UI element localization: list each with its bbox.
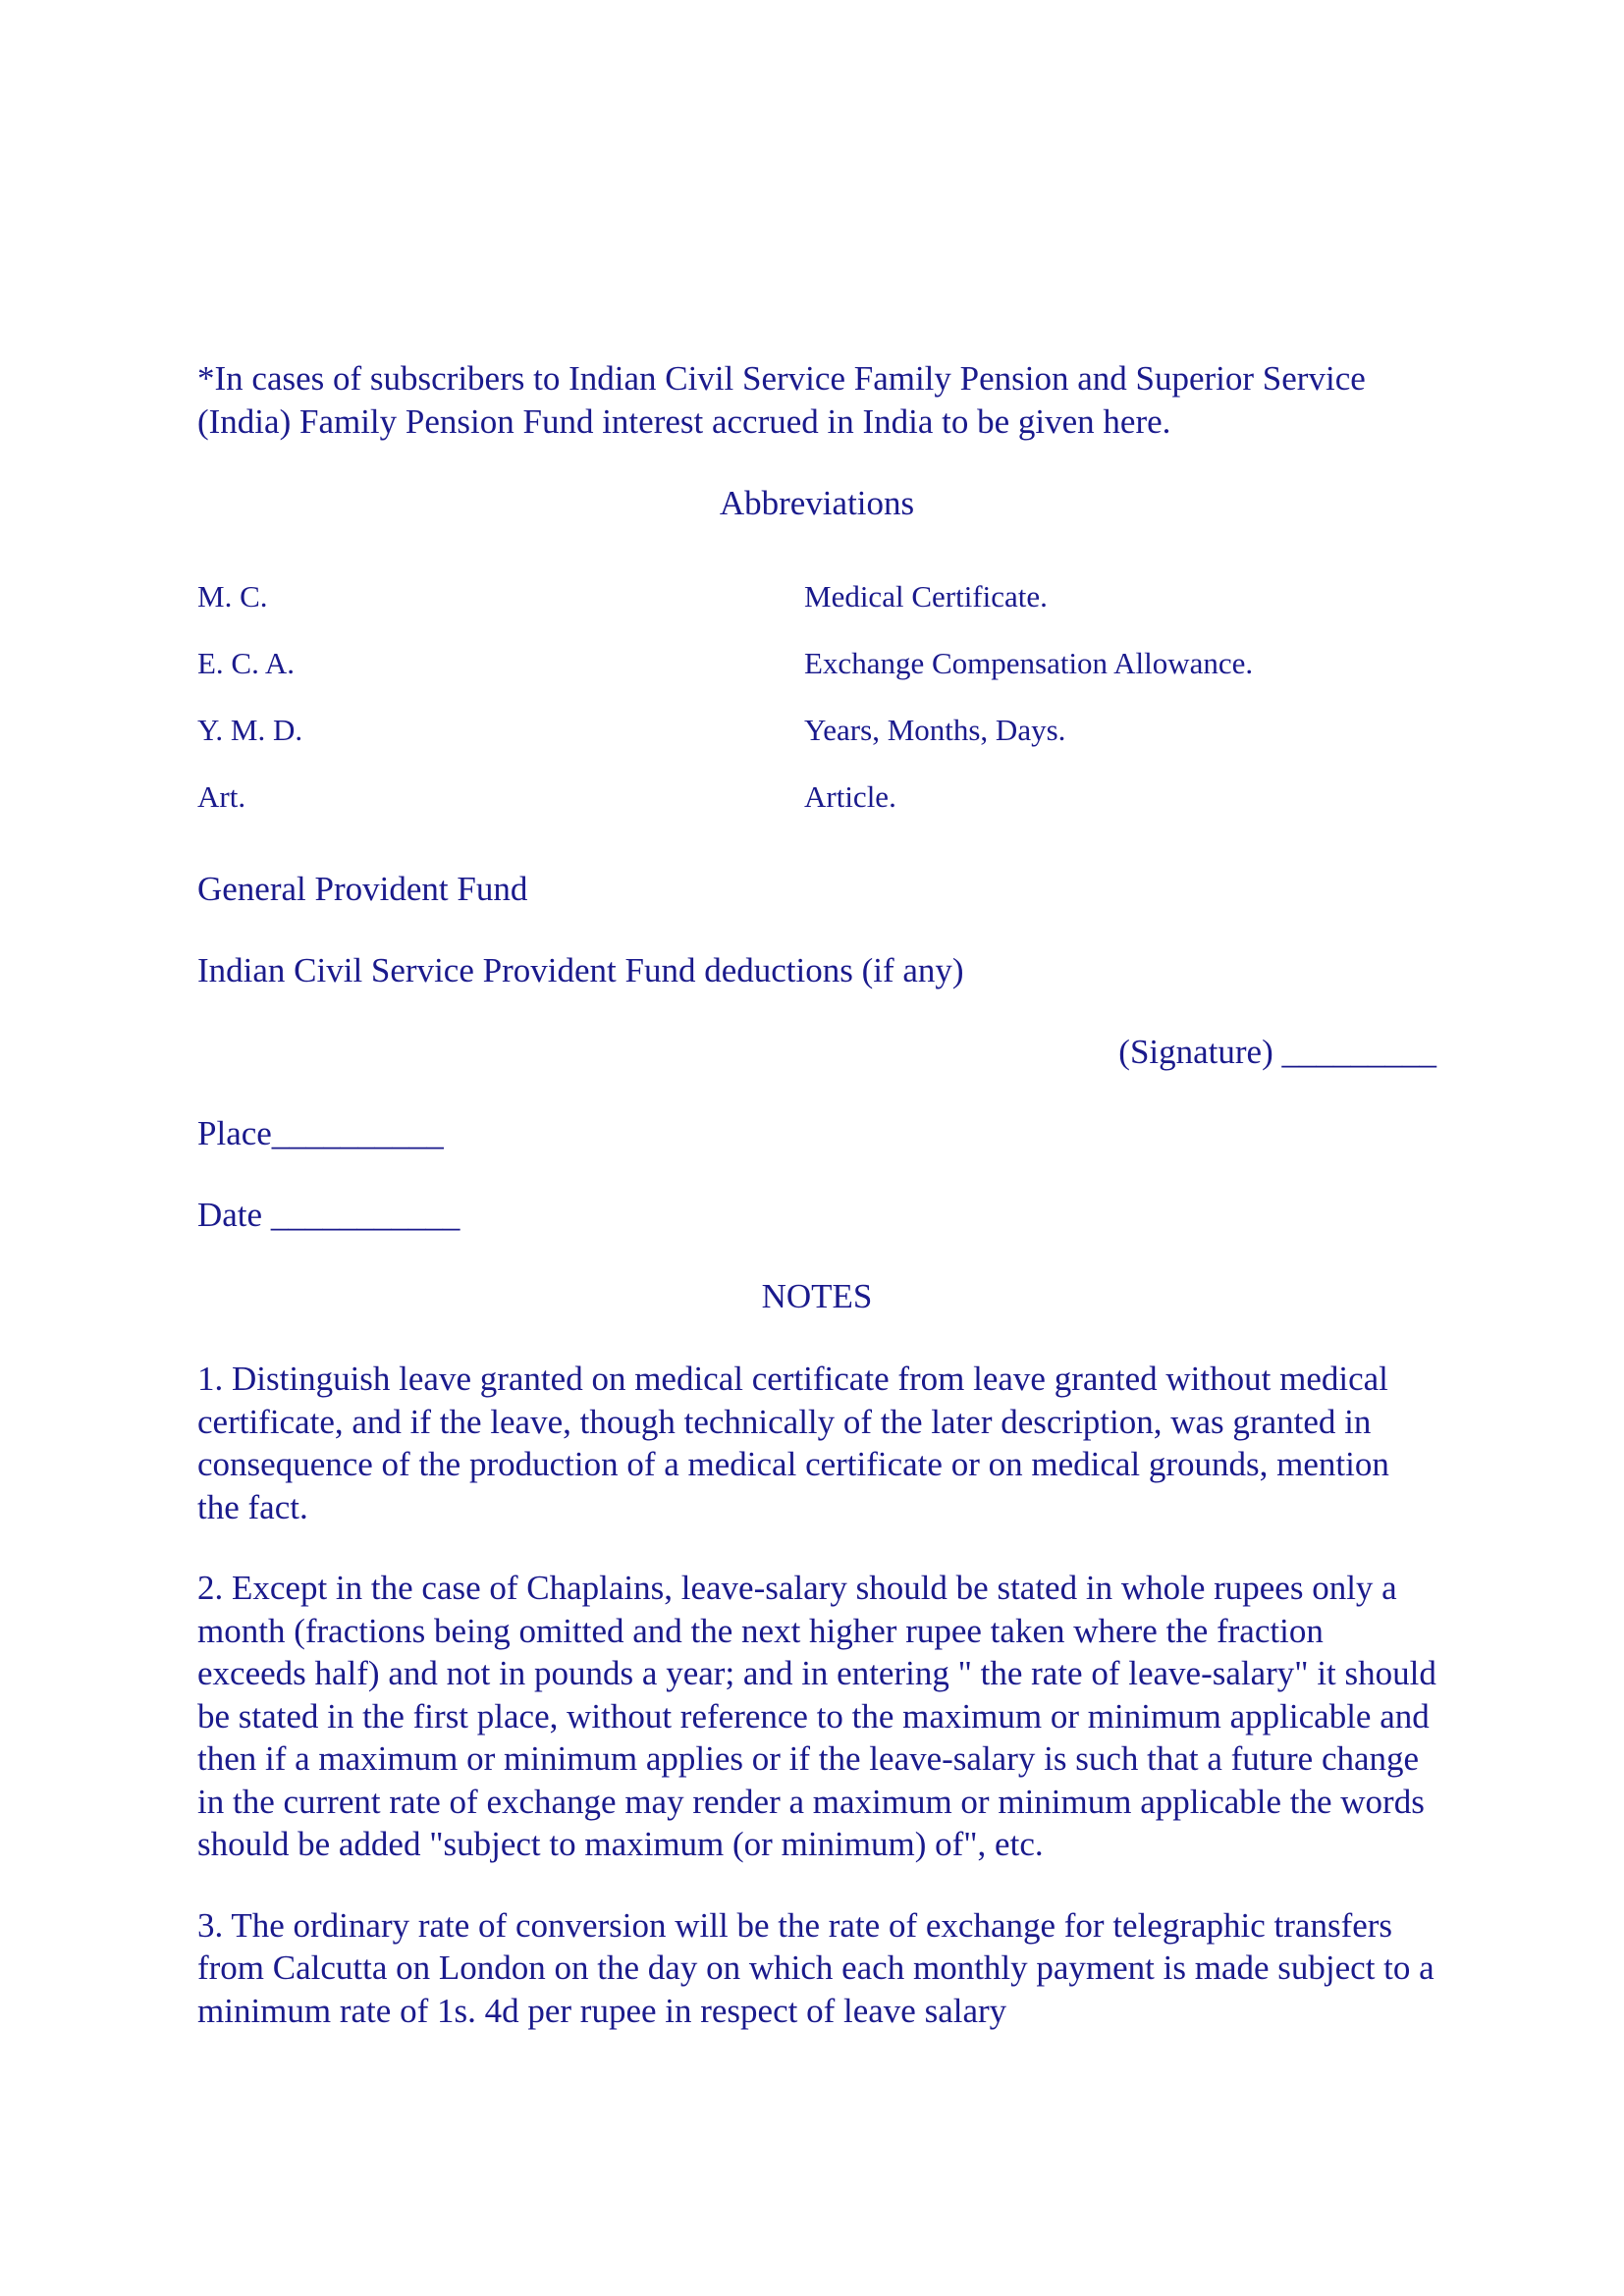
notes-list — [197, 1358, 1436, 2070]
abbreviations-heading: Abbreviations — [719, 484, 915, 522]
abbreviation-key: M. C. — [197, 579, 268, 614]
abbreviation-row — [197, 577, 1436, 644]
abbreviation-key: Y. M. D. — [197, 713, 303, 747]
abbreviation-row — [197, 711, 1436, 777]
note-item: 3. The ordinary rate of conversion will be the rate of exchange for telegraphic transfers from Calcutta on London on the day on which each monthly payment is made subject to a minimum rate of 1s. 4d per rupee in respect of leave salary — [197, 1905, 1435, 2030]
note-item: 2. Except in the case of Chaplains, leave-salary should be stated in whole rupees only a month (fractions being omitted and the next higher rupee taken where the fraction exceeds half) and not in pounds a year; and in entering " the rate of leave-salary" it should be stated in the first place, without reference to the maximum or minimum applicable and then if a maximum or minimum applies or if the leave-salary is such that a future change in the current rate of exchange may render a maximum or minimum applicable the words should be added "subject to maximum (or minimum) of", etc. — [197, 1569, 1436, 1863]
abbreviation-value: Years, Months, Days. — [804, 713, 1066, 747]
abbreviation-value: Medical Certificate. — [804, 579, 1048, 614]
signature-line: (Signature) _________ — [1118, 1033, 1436, 1071]
abbreviation-key: Art. — [197, 779, 246, 814]
general-provident-fund-label: General Provident Fund — [197, 870, 528, 908]
abbreviations-list — [197, 577, 1436, 844]
abbreviation-row — [197, 644, 1436, 711]
notes-heading: NOTES — [761, 1277, 873, 1315]
document-page — [197, 0, 1436, 2296]
note-item: 1. Distinguish leave granted on medical certificate from leave granted without medical certificate, and if the leave, though technically of the later description, was granted in consequence of the production of a medical certificate or on medical grounds, mention the fact. — [197, 1360, 1389, 1526]
ics-provident-fund-label: Indian Civil Service Provident Fund deductions (if any) — [197, 951, 964, 989]
abbreviation-value: Article. — [804, 779, 896, 814]
place-line: Place__________ — [197, 1114, 444, 1152]
abbreviation-key: E. C. A. — [197, 646, 296, 680]
footnote-text: *In cases of subscribers to Indian Civil Service Family Pension and Superior Service (India) Family Pension Fund interest accrued in India to be given here. — [197, 359, 1366, 441]
abbreviation-value: Exchange Compensation Allowance. — [804, 646, 1254, 680]
abbreviation-row — [197, 777, 1436, 844]
date-line: Date ___________ — [197, 1196, 460, 1234]
